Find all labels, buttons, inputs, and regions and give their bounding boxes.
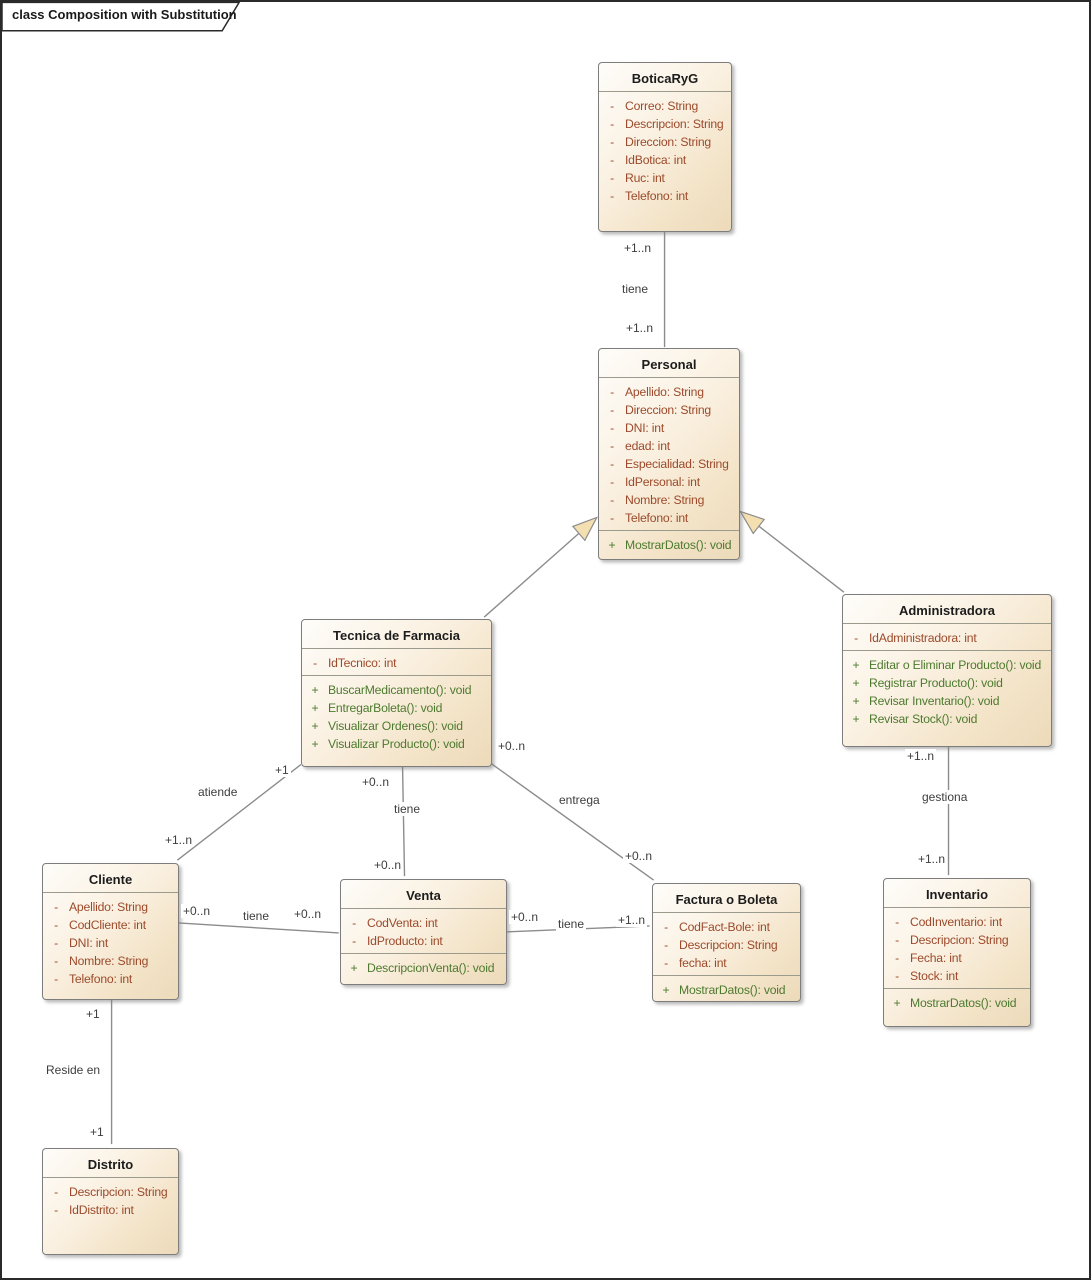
member-text: Especialidad: String bbox=[625, 457, 729, 471]
class-methods-compartment bbox=[302, 675, 491, 766]
member-text: fecha: int bbox=[679, 956, 727, 970]
class-title: Factura o Boleta bbox=[675, 892, 778, 907]
visibility-symbol: + bbox=[311, 737, 319, 751]
visibility-symbol: + bbox=[852, 676, 860, 690]
member-row bbox=[884, 949, 1030, 967]
visibility-symbol: + bbox=[662, 983, 670, 997]
member-text: Registrar Producto(): void bbox=[869, 676, 1003, 690]
member-text: Editar o Eliminar Producto(): void bbox=[869, 658, 1042, 672]
member-row bbox=[843, 656, 1051, 674]
class-title: Administradora bbox=[898, 603, 996, 618]
class-attributes-compartment bbox=[599, 377, 739, 530]
connector-atiende[interactable] bbox=[177, 765, 301, 861]
visibility-symbol: + bbox=[608, 538, 616, 552]
member-row bbox=[599, 509, 739, 527]
member-row bbox=[302, 654, 491, 672]
visibility-symbol: - bbox=[895, 933, 899, 947]
rel-label-gestiona: gestiona bbox=[922, 790, 968, 804]
member-text: CodVenta: int bbox=[367, 916, 438, 930]
member-row bbox=[599, 536, 739, 554]
member-row bbox=[884, 967, 1030, 985]
connector-tecnica-personal-generalization[interactable] bbox=[484, 533, 579, 617]
member-text: DNI: int bbox=[69, 936, 109, 950]
member-row bbox=[341, 914, 506, 932]
rel-label-tecnica-venta: tiene bbox=[394, 802, 421, 816]
mult-tecnica-end: +1 bbox=[275, 763, 289, 777]
visibility-symbol: - bbox=[313, 656, 317, 670]
visibility-symbol: + bbox=[852, 712, 860, 726]
member-text: Ruc: int bbox=[625, 171, 665, 185]
member-row bbox=[599, 97, 731, 115]
class-title: BoticaRyG bbox=[631, 71, 699, 86]
mult-personal-end: +1..n bbox=[626, 321, 654, 335]
generalization-arrow-icon bbox=[573, 517, 597, 540]
member-row bbox=[599, 455, 739, 473]
member-text: Nombre: String bbox=[625, 493, 705, 507]
class-title: Venta bbox=[406, 888, 441, 903]
mult-tecnica-end: +0..n bbox=[362, 775, 390, 789]
member-text: Descripcion: String bbox=[679, 938, 778, 952]
class-administradora[interactable] bbox=[842, 594, 1052, 747]
member-text: Visualizar Ordenes(): void bbox=[328, 719, 463, 733]
member-text: CodInventario: int bbox=[910, 915, 1002, 929]
class-methods-compartment bbox=[599, 530, 739, 559]
member-row bbox=[599, 491, 739, 509]
visibility-symbol: - bbox=[664, 920, 668, 934]
visibility-symbol: - bbox=[610, 439, 614, 453]
member-row bbox=[43, 916, 178, 934]
visibility-symbol: - bbox=[352, 934, 356, 948]
member-text: Direccion: String bbox=[625, 403, 712, 417]
member-text: IdProducto: int bbox=[367, 934, 443, 948]
mult-botica-end: +1..n bbox=[624, 241, 652, 255]
member-row bbox=[302, 699, 491, 717]
member-text: MostrarDatos(): void bbox=[910, 996, 1017, 1010]
class-attributes-compartment bbox=[43, 892, 178, 999]
member-text: DescripcionVenta(): void bbox=[367, 961, 495, 975]
connector-cliente-venta[interactable] bbox=[178, 923, 338, 933]
mult-venta-end: +0..n bbox=[294, 907, 322, 921]
class-methods-compartment bbox=[884, 988, 1030, 1026]
class-distrito[interactable] bbox=[42, 1148, 179, 1255]
member-row bbox=[843, 692, 1051, 710]
member-row bbox=[599, 401, 739, 419]
rel-label-cliente-venta: tiene bbox=[243, 909, 270, 923]
visibility-symbol: - bbox=[610, 99, 614, 113]
member-text: Descripcion: String bbox=[625, 117, 724, 131]
member-text: Descripcion: String bbox=[910, 933, 1009, 947]
member-row bbox=[599, 169, 731, 187]
member-text: Fecha: int bbox=[910, 951, 962, 965]
mult-tecnica-end: +0..n bbox=[498, 739, 526, 753]
frame-title: class Composition with Substitution bbox=[12, 7, 237, 22]
class-methods-compartment bbox=[843, 650, 1051, 746]
member-row bbox=[653, 954, 800, 972]
visibility-symbol: - bbox=[610, 475, 614, 489]
member-row bbox=[43, 970, 178, 988]
member-row bbox=[599, 151, 731, 169]
mult-factura-end: +1..n bbox=[618, 913, 646, 927]
visibility-symbol: - bbox=[664, 956, 668, 970]
generalization-arrow-icon bbox=[740, 511, 764, 533]
member-row bbox=[884, 994, 1030, 1012]
visibility-symbol: - bbox=[895, 915, 899, 929]
class-personal[interactable] bbox=[598, 348, 740, 560]
member-row bbox=[599, 473, 739, 491]
visibility-symbol: - bbox=[610, 117, 614, 131]
visibility-symbol: + bbox=[893, 996, 901, 1010]
class-attributes-compartment bbox=[43, 1177, 178, 1254]
member-text: IdBotica: int bbox=[625, 153, 687, 167]
visibility-symbol: + bbox=[852, 694, 860, 708]
rel-label-botica-personal: tiene bbox=[622, 282, 649, 296]
member-row bbox=[599, 115, 731, 133]
member-row bbox=[302, 717, 491, 735]
class-attributes-compartment bbox=[599, 91, 731, 231]
member-row bbox=[43, 1183, 178, 1201]
member-row bbox=[599, 419, 739, 437]
class-title: Cliente bbox=[88, 872, 133, 887]
visibility-symbol: - bbox=[54, 972, 58, 986]
rel-label-reside-en: Reside en bbox=[46, 1063, 101, 1077]
member-text: CodCliente: int bbox=[69, 918, 146, 932]
member-text: Telefono: int bbox=[625, 189, 689, 203]
visibility-symbol: - bbox=[352, 916, 356, 930]
visibility-symbol: - bbox=[610, 511, 614, 525]
member-row bbox=[884, 913, 1030, 931]
rel-label-entrega: entrega bbox=[559, 793, 600, 807]
member-text: BuscarMedicamento(): void bbox=[328, 683, 472, 697]
member-text: DNI: int bbox=[625, 421, 665, 435]
member-row bbox=[43, 1201, 178, 1219]
member-text: Revisar Inventario(): void bbox=[869, 694, 1000, 708]
visibility-symbol: + bbox=[852, 658, 860, 672]
connector-administradora-personal-generalization[interactable] bbox=[759, 526, 844, 592]
member-text: Apellido: String bbox=[69, 900, 148, 914]
member-row bbox=[653, 981, 800, 999]
mult-cliente-end: +1..n bbox=[165, 833, 193, 847]
visibility-symbol: - bbox=[610, 493, 614, 507]
member-text: EntregarBoleta(): void bbox=[328, 701, 443, 715]
member-text: Apellido: String bbox=[625, 385, 704, 399]
member-row bbox=[884, 931, 1030, 949]
class-tecnica-de-farmacia[interactable] bbox=[301, 619, 492, 767]
member-text: CodFact-Bole: int bbox=[679, 920, 770, 934]
member-row bbox=[43, 934, 178, 952]
mult-distrito-end: +1 bbox=[90, 1125, 104, 1139]
class-title: Inventario bbox=[925, 887, 989, 902]
visibility-symbol: + bbox=[311, 701, 319, 715]
class-attributes-compartment bbox=[653, 912, 800, 975]
mult-venta-end: +0..n bbox=[374, 858, 402, 872]
member-text: MostrarDatos(): void bbox=[625, 538, 732, 552]
member-text: Telefono: int bbox=[625, 511, 689, 525]
member-row bbox=[341, 959, 506, 977]
visibility-symbol: + bbox=[350, 961, 358, 975]
visibility-symbol: - bbox=[54, 1203, 58, 1217]
member-row bbox=[843, 674, 1051, 692]
visibility-symbol: + bbox=[311, 719, 319, 733]
class-inventario[interactable] bbox=[883, 878, 1031, 1027]
member-text: IdTecnico: int bbox=[328, 656, 397, 670]
visibility-symbol: - bbox=[895, 969, 899, 983]
visibility-symbol: - bbox=[610, 385, 614, 399]
mult-venta-end: +0..n bbox=[511, 910, 539, 924]
member-text: Visualizar Producto(): void bbox=[328, 737, 465, 751]
visibility-symbol: - bbox=[854, 631, 858, 645]
mult-cliente-end: +0..n bbox=[183, 904, 211, 918]
class-methods-compartment bbox=[653, 975, 800, 1001]
member-text: Telefono: int bbox=[69, 972, 133, 986]
visibility-symbol: - bbox=[54, 954, 58, 968]
visibility-symbol: - bbox=[895, 951, 899, 965]
member-row bbox=[843, 710, 1051, 728]
member-text: Stock: int bbox=[910, 969, 959, 983]
visibility-symbol: - bbox=[54, 900, 58, 914]
member-row bbox=[599, 187, 731, 205]
visibility-symbol: - bbox=[610, 457, 614, 471]
rel-label-venta-factura: tiene bbox=[558, 917, 585, 931]
member-text: Correo: String bbox=[625, 99, 699, 113]
class-boticaryg[interactable] bbox=[598, 62, 732, 232]
class-attributes-compartment bbox=[302, 648, 491, 675]
class-factura-o-boleta[interactable] bbox=[652, 883, 801, 1002]
visibility-symbol: - bbox=[610, 153, 614, 167]
member-text: IdAdministradora: int bbox=[869, 631, 977, 645]
member-row bbox=[599, 437, 739, 455]
member-text: Revisar Stock(): void bbox=[869, 712, 978, 726]
class-attributes-compartment bbox=[843, 623, 1051, 650]
member-text: IdPersonal: int bbox=[625, 475, 700, 489]
mult-administradora-end: +1..n bbox=[907, 749, 935, 763]
rel-label-atiende: atiende bbox=[198, 785, 238, 799]
class-attributes-compartment bbox=[341, 908, 506, 953]
visibility-symbol: + bbox=[311, 683, 319, 697]
class-cliente[interactable] bbox=[42, 863, 179, 1000]
member-row bbox=[302, 681, 491, 699]
member-row bbox=[43, 952, 178, 970]
class-attributes-compartment bbox=[884, 907, 1030, 988]
visibility-symbol: - bbox=[610, 171, 614, 185]
member-row bbox=[599, 383, 739, 401]
visibility-symbol: - bbox=[610, 189, 614, 203]
member-row bbox=[43, 898, 178, 916]
class-title: Tecnica de Farmacia bbox=[333, 628, 460, 643]
class-title: Personal bbox=[641, 357, 697, 372]
member-row bbox=[653, 918, 800, 936]
mult-factura-end: +0..n bbox=[625, 849, 653, 863]
member-row bbox=[653, 936, 800, 954]
mult-cliente-end: +1 bbox=[86, 1007, 100, 1021]
visibility-symbol: - bbox=[610, 135, 614, 149]
visibility-symbol: - bbox=[610, 403, 614, 417]
member-row bbox=[843, 629, 1051, 647]
visibility-symbol: - bbox=[54, 936, 58, 950]
member-text: Nombre: String bbox=[69, 954, 149, 968]
member-text: MostrarDatos(): void bbox=[679, 983, 786, 997]
class-methods-compartment bbox=[341, 953, 506, 984]
member-text: Direccion: String bbox=[625, 135, 712, 149]
visibility-symbol: - bbox=[54, 918, 58, 932]
member-row bbox=[599, 133, 731, 151]
visibility-symbol: - bbox=[610, 421, 614, 435]
member-row bbox=[341, 932, 506, 950]
visibility-symbol: - bbox=[664, 938, 668, 952]
class-venta[interactable] bbox=[340, 879, 507, 985]
member-row bbox=[302, 735, 491, 753]
member-text: IdDistrito: int bbox=[69, 1203, 134, 1217]
class-title: Distrito bbox=[87, 1157, 134, 1172]
mult-inventario-end: +1..n bbox=[918, 852, 946, 866]
member-text: edad: int bbox=[625, 439, 670, 453]
member-text: Descripcion: String bbox=[69, 1185, 168, 1199]
visibility-symbol: - bbox=[54, 1185, 58, 1199]
